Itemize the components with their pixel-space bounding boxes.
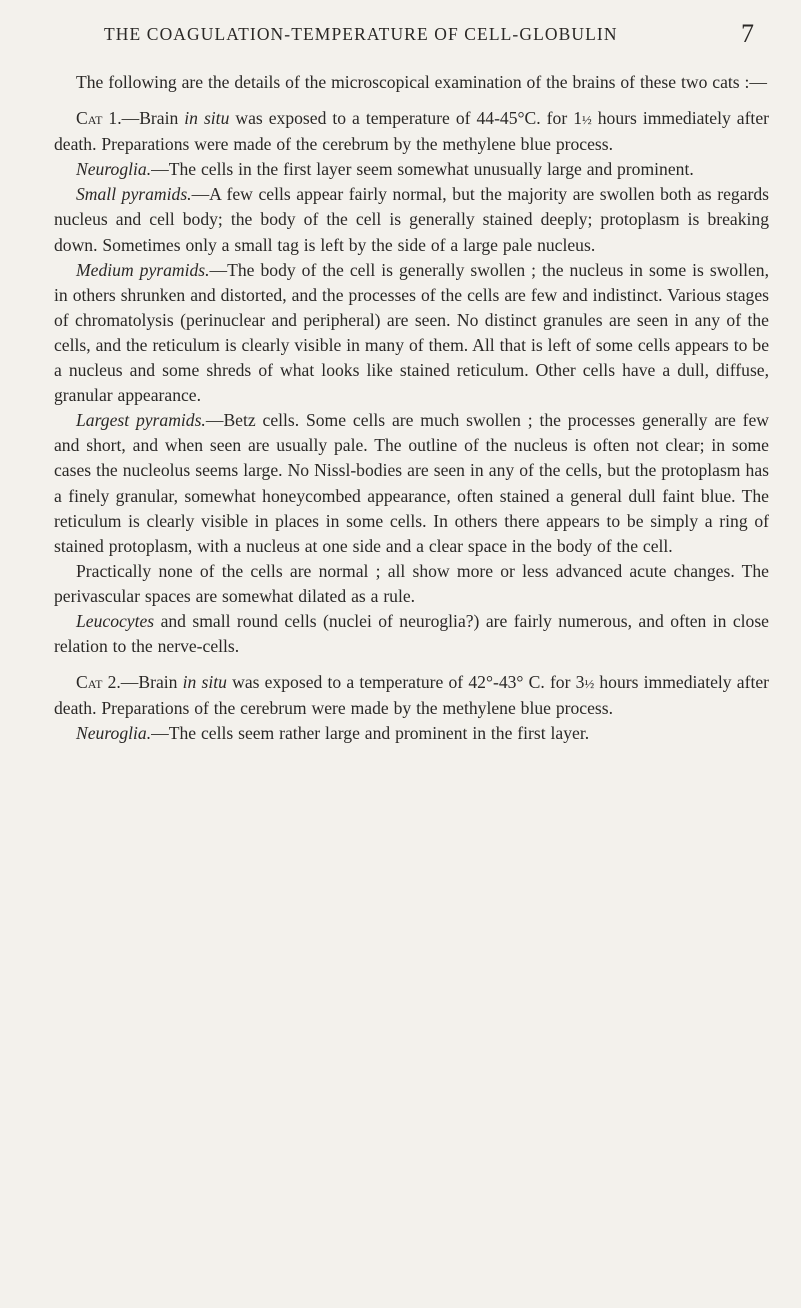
cat-2-paragraph	[54, 670, 769, 721]
cat-2-fraction: ½	[584, 676, 595, 692]
page-number: 7	[741, 19, 754, 48]
practically-paragraph: Practically none of the cells are normal ; all show more or less advanced acute changes. The perivascular spaces are somewhat dilated as a rule.	[54, 560, 769, 606]
cat-2-text-c: hours immediately after death. Preparations of the cerebrum were made by the methylene blue process.	[54, 672, 769, 719]
cat-1-fraction: ½	[582, 112, 592, 128]
leucocytes-text: and small round cells (nuclei of neuroglia?) are fairly numerous, and often in close relation to the nerve-cells.	[54, 610, 769, 657]
leucocytes-heading: Leucocytes	[76, 610, 155, 631]
running-title: THE COAGULATION-TEMPERATURE OF CELL-GLOBULIN	[104, 24, 618, 44]
neuroglia-2-text: —The cells seem rather large and prominent in the first layer.	[151, 723, 590, 744]
neuroglia-1-heading: Neuroglia.	[76, 159, 152, 180]
leucocytes-paragraph	[54, 609, 769, 659]
neuroglia-1-paragraph	[54, 157, 769, 182]
intro-paragraph: The following are the details of the microscopical examination of the brains of these two cats :—	[76, 72, 768, 92]
small-pyramids-heading: Small pyramids.	[76, 184, 192, 205]
largest-pyramids-paragraph	[54, 408, 769, 559]
medium-pyramids-paragraph	[54, 258, 769, 409]
cat-2-label: Cat 2.	[76, 672, 121, 693]
medium-pyramids-text: —The body of the cell is generally swollen ; the nucleus in some is swollen, in others shrunken and distorted, and the processes of the cells are few and indistinct. Various stages of chromatolysis (perinuclear and peripheral) are seen. No distinct granules are seen in any of the cells, and the reticulum is clearly visible in many of them. All that is left of some cells appears to be a nucleus and some shreds of what looks like stained reticulum. Other cells have a dull, diffuse, granular appearance.	[54, 259, 769, 406]
cat-2-text-b: was exposed to a temperature of 42°-43° C. for 3	[226, 672, 585, 693]
cat-1-text-a: —Brain	[121, 108, 185, 129]
cat-1-in-situ: in situ	[184, 108, 230, 129]
small-pyramids-text: —A few cells appear fairly normal, but the majority are swollen both as regards nucleus and cell body; the body of the cell is generally stained deeply; protoplasm is breaking down. Sometimes only a small tag is left by the side of a large pale nucleus.	[54, 184, 769, 255]
neuroglia-2-heading: Neuroglia.	[76, 723, 152, 744]
largest-pyramids-text: —Betz cells. Some cells are much swollen ; the processes generally are few and short, and when seen are usually pale. The outline of the nucleus is often not clear; in some cases the nucleolus seems large. No Nissl-bodies are seen in any of the cells, but the protoplasm has a finely granular, somewhat honeycombed appearance, often stained a general dull faint blue. The reticulum is clearly visible in places in some cells. In others there appears to be simply a ring of stained protoplasm, with a nucleus at one side and a clear space in the body of the cell.	[54, 410, 769, 556]
small-pyramids-paragraph	[54, 182, 769, 257]
cat-2-in-situ: in situ	[182, 672, 227, 693]
cat-1-text-c: hours immediately after death. Preparations were made of the cerebrum by the methylene blue process.	[54, 108, 769, 155]
neuroglia-2-paragraph	[54, 721, 769, 746]
medium-pyramids-heading: Medium pyramids.	[76, 259, 210, 280]
largest-pyramids-heading: Largest pyramids.	[76, 410, 206, 431]
neuroglia-1-text: —The cells in the first layer seem somewhat unusually large and prominent.	[151, 159, 694, 180]
cat-1-paragraph	[54, 106, 769, 157]
running-head	[74, 19, 754, 52]
body-text	[54, 70, 769, 746]
cat-1-label: Cat 1.	[76, 108, 122, 129]
cat-1-text-b: was exposed to a temperature of 44-45°C. for 1	[229, 108, 582, 129]
cat-2-text-a: —Brain	[120, 672, 183, 693]
